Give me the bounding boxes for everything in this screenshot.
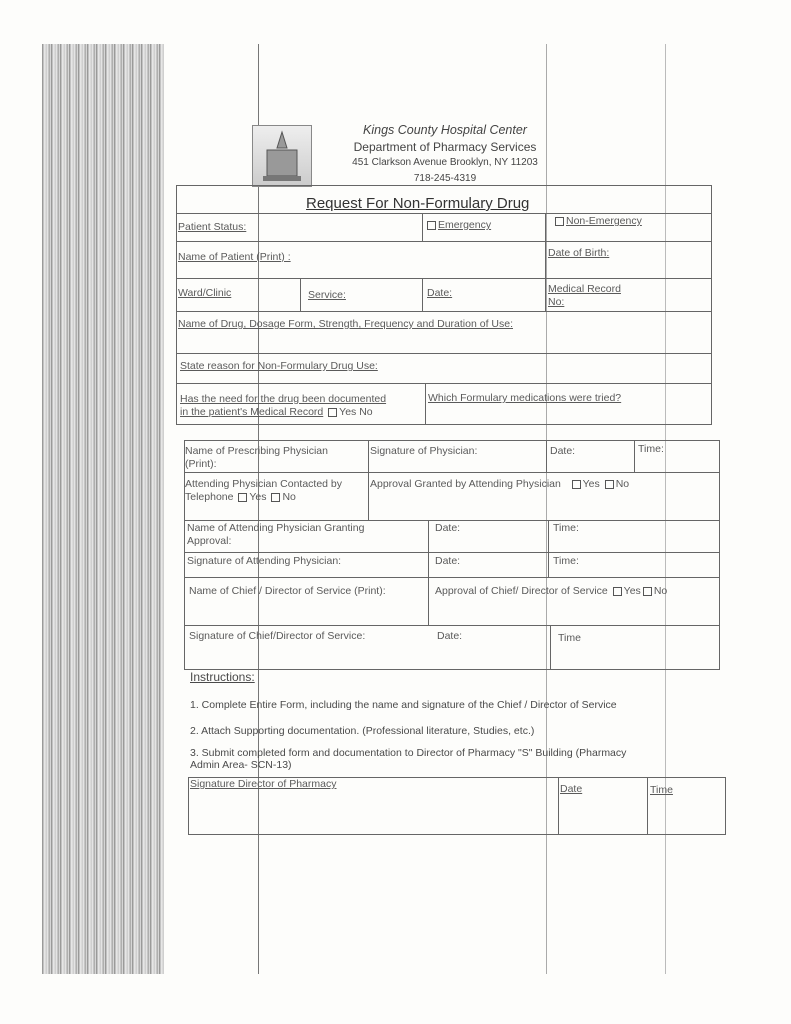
attending-sig-time-label: Time: [553, 555, 579, 567]
documented-label-line2 [180, 406, 373, 418]
pharmacy-signature-label: Signature Director of Pharmacy [190, 778, 337, 790]
instruction-step-3-cont: Admin Area- SCN-13) [190, 759, 292, 771]
approval-yes-label: Yes [582, 478, 600, 490]
contacted-no-label: No [282, 491, 296, 503]
form-title: Request For Non-Formulary Drug [306, 195, 530, 212]
grid-line [548, 520, 549, 577]
telephone-label: Telephone [185, 491, 234, 503]
grid-line [647, 777, 648, 835]
form-sheet [170, 115, 730, 845]
grid-line [422, 213, 423, 241]
emergency-option-label: Emergency [438, 219, 492, 231]
documented-yes-checkbox[interactable] [328, 408, 337, 417]
chief-no-label: No [653, 585, 668, 597]
approval-yes-checkbox[interactable] [572, 480, 581, 489]
grid-line [176, 353, 712, 354]
grid-line [550, 625, 551, 670]
physician-time-label: Time: [638, 443, 664, 455]
grid-line [184, 625, 720, 626]
contacted-yes-checkbox[interactable] [238, 493, 247, 502]
drug-details-label: Name of Drug, Dosage Form, Strength, Frequency and Duration of Use: [178, 318, 513, 330]
emergency-checkbox[interactable] [427, 221, 436, 230]
grid-line [545, 213, 546, 311]
hospital-logo [252, 125, 312, 187]
attending-contacted-row2 [185, 491, 296, 503]
prescriber-label: Name of Prescribing Physician [185, 445, 328, 457]
grid-line [184, 520, 720, 521]
attending-signature-label: Signature of Attending Physician: [187, 555, 342, 567]
physician-date-label: Date: [550, 445, 576, 457]
grid-line [422, 278, 423, 311]
formulary-tried-label: Which Formulary medications were tried? [428, 392, 622, 404]
grid-line [634, 440, 635, 472]
grid-line [176, 241, 712, 242]
attending-approval-label: Approval: [187, 535, 232, 547]
attending-sig-date-label: Date: [435, 555, 461, 567]
attending-name-label: Name of Attending Physician Granting [187, 522, 365, 534]
pharmacy-time-label: Time [650, 784, 673, 796]
grid-line [558, 777, 559, 835]
chief-yes-label: Yes [623, 585, 641, 597]
prescriber-print-label: (Print): [185, 458, 217, 470]
chief-name-label: Name of Chief / Director of Service (Print): [189, 585, 386, 597]
attending-time-label: Time: [553, 522, 579, 534]
grid-line [176, 278, 712, 279]
physician-signature-label: Signature of Physician: [370, 445, 478, 457]
contacted-no-checkbox[interactable] [271, 493, 280, 502]
scanner-edge-artifact [42, 44, 164, 974]
grid-line [184, 577, 720, 578]
instructions-heading: Instructions: [190, 670, 255, 684]
chief-yes-checkbox[interactable] [613, 587, 622, 596]
contacted-yes-label: Yes [249, 491, 267, 503]
medical-record-label: Medical Record [548, 283, 621, 295]
instruction-step-1: 1. Complete Entire Form, including the name and signature of the Chief / Director of Service [190, 699, 617, 711]
documented-label: Has the need for the drug been documented [180, 393, 387, 405]
emergency-option[interactable] [425, 219, 491, 231]
grid-line [184, 552, 720, 553]
approval-granted-label [370, 478, 629, 490]
grid-line [176, 383, 712, 384]
documented-label-text: in the patient's Medical Record [180, 406, 324, 418]
approval-no-checkbox[interactable] [605, 480, 614, 489]
chief-no-checkbox[interactable] [643, 587, 652, 596]
department-name: Department of Pharmacy Services [353, 140, 537, 154]
non-emergency-option[interactable] [553, 215, 642, 227]
grid-line [428, 520, 429, 625]
documented-yes-no: Yes No [339, 406, 373, 418]
grid-line [368, 440, 369, 520]
chief-approval-text: Approval of Chief/ Director of Service [435, 585, 608, 597]
date-label: Date: [427, 287, 453, 299]
chief-date-label: Date: [437, 630, 463, 642]
attending-date-label: Date: [435, 522, 461, 534]
patient-name-label: Name of Patient (Print) : [178, 251, 291, 263]
hospital-address: 451 Clarkson Avenue Brooklyn, NY 11203 [352, 157, 538, 168]
instruction-step-2: 2. Attach Supporting documentation. (Professional literature, Studies, etc.) [190, 725, 535, 737]
dob-label: Date of Birth: [548, 247, 610, 259]
non-emergency-checkbox[interactable] [555, 217, 564, 226]
approval-granted-text: Approval Granted by Attending Physician [370, 478, 561, 490]
service-label: Service: [308, 289, 346, 301]
approval-no-label: No [615, 478, 630, 490]
hospital-name: Kings County Hospital Center [363, 123, 527, 137]
non-emergency-option-label: Non-Emergency [566, 215, 642, 227]
medical-record-no-label: No: [548, 296, 565, 308]
reason-label: State reason for Non-Formulary Drug Use: [180, 360, 378, 372]
grid-line [184, 472, 720, 473]
grid-line [425, 383, 426, 425]
patient-status-label: Patient Status: [178, 221, 247, 233]
grid-line [176, 311, 712, 312]
chief-approval-label [435, 585, 667, 597]
chief-time-label: Time [558, 632, 581, 644]
attending-contacted-label: Attending Physician Contacted by [185, 478, 343, 490]
grid-line [176, 213, 712, 214]
instruction-step-3: 3. Submit completed form and documentation to Director of Pharmacy "S" Building (Pharmacy [190, 747, 627, 759]
grid-line [300, 278, 301, 311]
chief-signature-label: Signature of Chief/Director of Service: [189, 630, 366, 642]
grid-line [546, 440, 547, 472]
pharmacy-date-label: Date [560, 783, 583, 795]
hospital-phone: 718-245-4319 [413, 173, 477, 184]
ward-clinic-label: Ward/Clinic [178, 287, 232, 299]
